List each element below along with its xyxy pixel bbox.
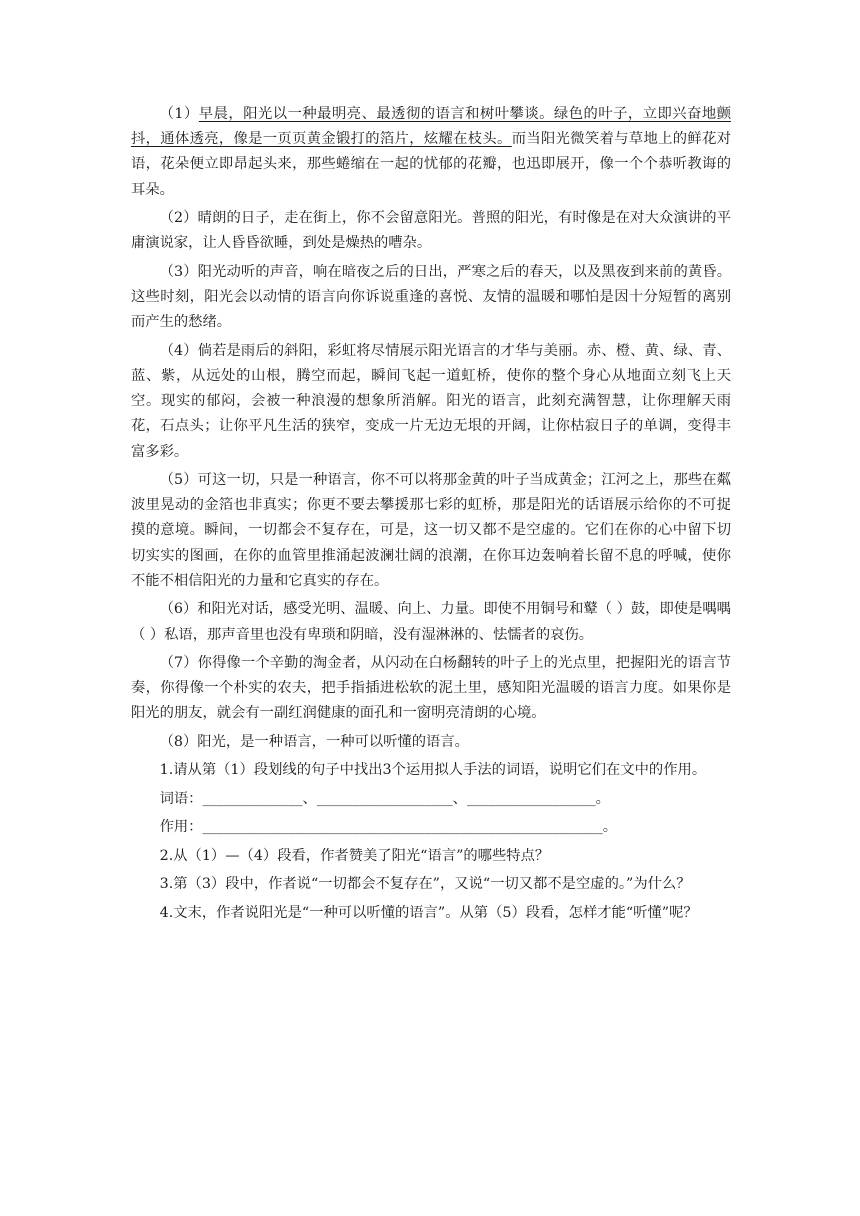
paragraph-number: （1） <box>159 106 199 122</box>
paragraph-3 <box>131 260 731 336</box>
question-1: 1.请从第（1）段划线的句子中找出3个运用拟人手法的词语，说明它们在文中的作用。 <box>159 762 707 779</box>
paragraph-text: 而当阳光微笑着与草地上的鲜花对语，花朵便立即昂起头来，那些蜷缩在一起的忧郁的花瓣，也迅即展开，像一个个恭听教诲的耳朵。 <box>131 131 732 198</box>
paragraph-4 <box>131 339 731 465</box>
underlined-sentence: 早晨，阳光以一种最明亮、最透彻的语言和树叶攀谈。绿色的叶子，立即兴奋地颤抖，通体透亮，像是一页页黄金锻打的箔片，炫耀在枝头。 <box>131 106 731 148</box>
paragraph-1 <box>131 102 731 203</box>
paragraph-number: （6） <box>159 601 198 618</box>
question-1-effect-blank: 作用：________________________________________________________。 <box>159 819 618 836</box>
paragraph-5 <box>131 468 731 594</box>
paragraph-6 <box>131 597 731 647</box>
paragraph-7 <box>131 651 731 727</box>
paragraph-number: （5） <box>159 472 198 489</box>
paragraph-text: 你得像一个辛勤的淘金者，从闪动在白杨翻转的叶子上的光点里，把握阳光的语言节奏，你得像一个朴实的农夫，把手指插进松软的泥土里，感知阳光温暖的语言力度。如果你是阳光的朋友，就会有一副红润健康的面孔和一窗明亮清朗的心境。 <box>131 655 731 722</box>
question-4: 4.文末，作者说阳光是“一种可以听懂的语言”。从第（5）段看，怎样才能“听懂”呢？ <box>159 904 698 921</box>
question-3: 3.第（3）段中，作者说“一切都会不复存在”，又说“一切又都不是空虚的。”为什么？ <box>159 876 691 893</box>
question-2: 2.从（1）—（4）段看，作者赞美了阳光“语言”的哪些特点？ <box>159 847 550 864</box>
paragraph-number: （3） <box>159 263 198 280</box>
paragraph-number: （8） <box>159 733 198 750</box>
paragraph-text: 和阳光对话，感受光明、温暖、向上、力量。即使不用铜号和鼙（ ）鼓，即使是喁喁（ ）私语，那声音里也没有卑琐和阴暗，没有湿淋淋的、怯懦者的哀伤。 <box>131 601 731 643</box>
paragraph-text: 阳光，是一种语言，一种可以听懂的语言。 <box>197 733 469 750</box>
paragraph-text: 倘若是雨后的斜阳，彩虹将尽情展示阳光语言的才华与美丽。赤、橙、黄、绿、青、蓝、紫，从远处的山根，腾空而起，瞬间飞起一道虹桥，使你的整个身心从地面立刻飞上天空。现实的郁闷，会被一种浪漫的想象所消解。阳光的语言，此刻充满智慧，让你理解天雨花，石点头；让你平凡生活的狭窄，变成一片无边无垠的开阔，让你枯寂日子的单调，变得丰富多彩。 <box>131 342 731 460</box>
document-body <box>131 102 731 929</box>
paragraph-number: （4） <box>159 342 198 359</box>
paragraph-number: （7） <box>159 655 198 672</box>
paragraph-text: 阳光动听的声音，响在暗夜之后的日出，严寒之后的春天，以及黑夜到来前的黄昏。这些时刻，阳光会以动情的语言向你诉说重逢的喜悦、友情的温暖和哪怕是因十分短暂的离别而产生的愁绪。 <box>131 263 731 331</box>
paragraph-text: 晴朗的日子，走在街上，你不会留意阳光。普照的阳光，有时像是在对大众演讲的平庸演说家，让人昏昏欲睡，到处是燥热的嘈杂。 <box>131 210 731 252</box>
paragraph-number: （2） <box>159 210 198 227</box>
paragraph-2 <box>131 206 731 256</box>
paragraph-8 <box>131 730 731 755</box>
question-1-words-blank: 词语：______________、___________________、__________________。 <box>159 790 610 807</box>
paragraph-text: 可这一切，只是一种语言，你不可以将那金黄的叶子当成黄金；江河之上，那些在粼波里晃动的金箔也非真实；你更不要去攀援那七彩的虹桥，那是阳光的话语展示给你的不可捉摸的意境。瞬间，一切都会不复存在，可是，这一切又都不是空虚的。它们在你的心中留下切切实实的图画，在你的血管里推涌起波澜壮阔的浪潮，在你耳边轰响着长留不息的呼喊，使你不能不相信阳光的力量和它真实的存在。 <box>131 472 731 589</box>
